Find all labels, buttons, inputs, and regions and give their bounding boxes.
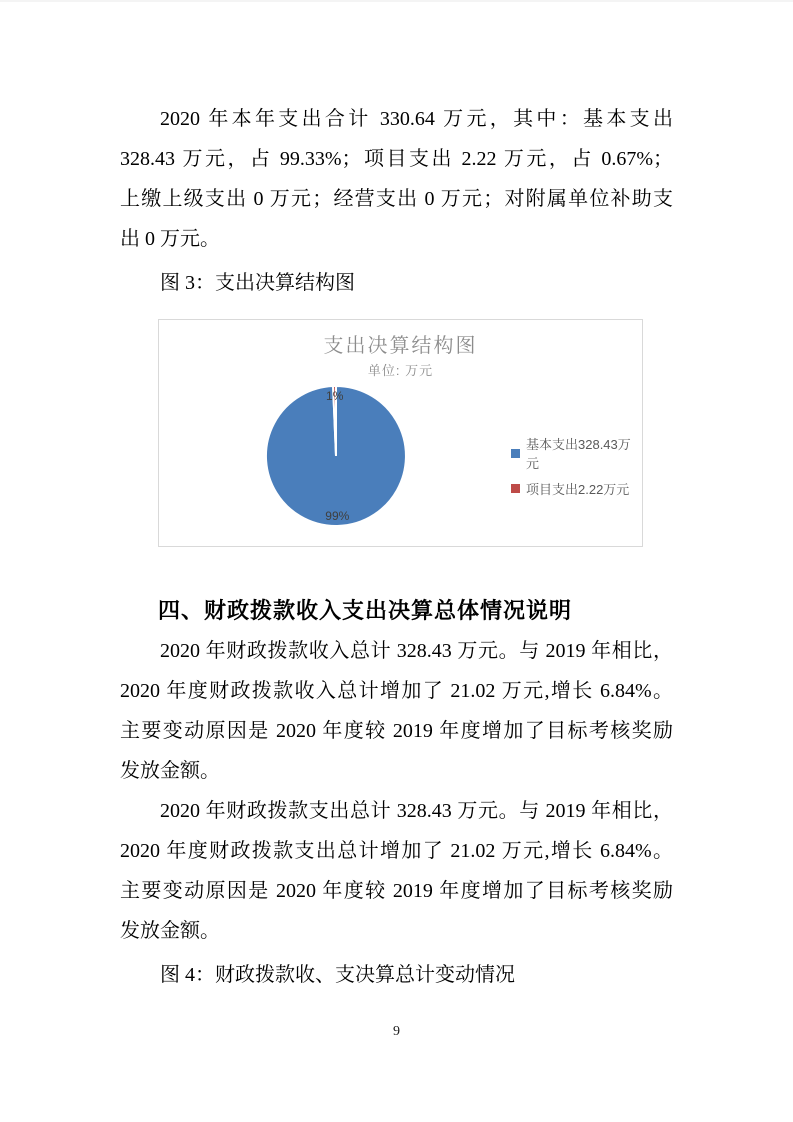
paragraph-expenditure-summary: [120, 99, 673, 259]
paragraph-appropriation-expenditure: [120, 791, 673, 951]
legend-label: 项目支出2.22万元: [526, 482, 630, 497]
figure3-pie-chart: [158, 319, 643, 547]
legend-swatch-icon: [511, 484, 520, 493]
figure3-caption: 图 3：支出决算结构图: [160, 272, 355, 294]
chart-title: 支出决算结构图: [323, 335, 478, 357]
page-content: [120, 99, 673, 995]
text-line: 上缴上级支出 0 万元；经营支出 0 万元；对附属单位补助支: [120, 188, 673, 210]
text-line: 328.43 万元，占 99.33%；项目支出 2.22 万元，占 0.67%；: [120, 148, 673, 170]
text-line: 发放金额。: [120, 760, 220, 782]
text-line: 主要变动原因是 2020 年度较 2019 年度增加了目标考核奖励: [120, 880, 673, 902]
text-line: 2020 年度财政拨款支出总计增加了 21.02 万元,增长 6.84%。: [120, 840, 673, 862]
text-line: 出 0 万元。: [120, 228, 220, 250]
legend-label: 基本支出328.43万元: [526, 437, 631, 471]
text-line: 2020 年度财政拨款收入总计增加了 21.02 万元,增长 6.84%。: [120, 680, 673, 702]
pie-svg: [256, 376, 416, 536]
pie-percent-label: 99%: [325, 509, 350, 523]
text-line: 2020 年财政拨款支出总计 328.43 万元。与 2019 年相比，: [160, 800, 673, 822]
pie-percent-label: 1%: [326, 389, 344, 403]
text-line: 发放金额。: [120, 920, 220, 942]
legend-item: [511, 434, 642, 472]
text-line: 2020 年财政拨款收入总计 328.43 万元。与 2019 年相比，: [160, 640, 673, 662]
text-line: 主要变动原因是 2020 年度较 2019 年度增加了目标考核奖励: [120, 720, 673, 742]
section-heading: 四、财政拨款收入支出决算总体情况说明: [158, 598, 573, 623]
chart-legend: [511, 434, 642, 505]
page-number: 9: [393, 1024, 400, 1039]
text-line: 2020 年本年支出合计 330.64 万元，其中：基本支出: [160, 108, 673, 130]
paragraph-appropriation-income: [120, 631, 673, 791]
chart-unit-label: 单位: 万元: [367, 363, 434, 378]
legend-swatch-icon: [511, 449, 520, 458]
figure4-caption: 图 4：财政拨款收、支决算总计变动情况: [160, 964, 515, 986]
legend-item: [511, 479, 642, 498]
